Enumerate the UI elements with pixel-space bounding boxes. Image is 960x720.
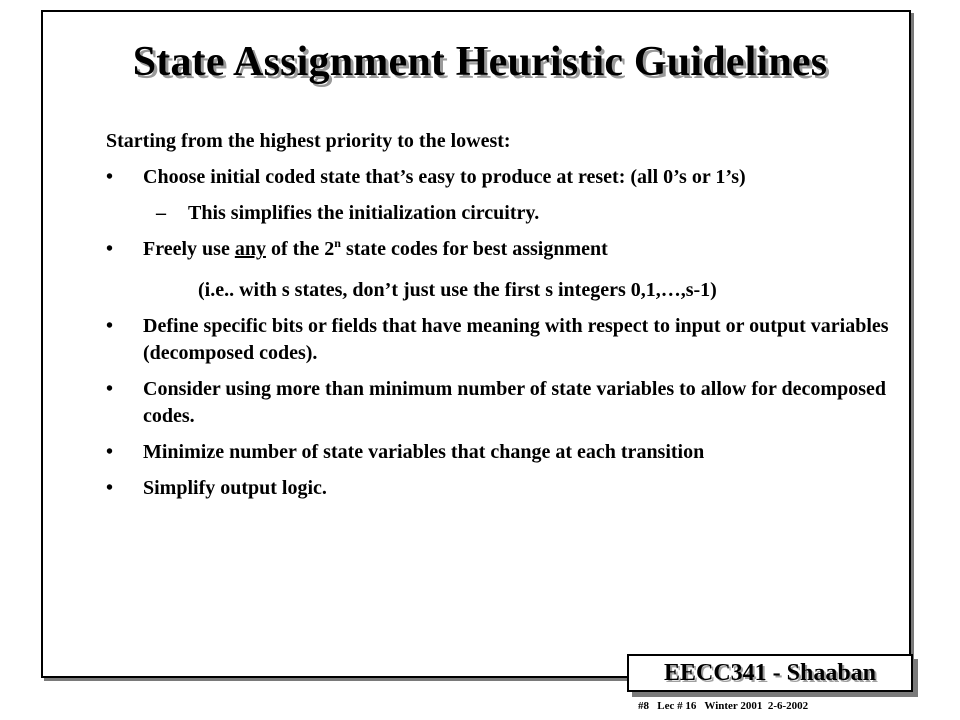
sub-bullet-dash: – [156, 202, 166, 224]
intro-text: Starting from the highest priority to the lowest: [106, 130, 511, 152]
bullet-define-bits [106, 313, 906, 367]
sub-bullet-initialization [106, 200, 906, 227]
slide-title: State Assignment Heuristic Guidelines [132, 39, 828, 85]
bullet-dot: • [106, 378, 114, 400]
bullet-dot: • [106, 441, 114, 463]
superscript-n: n [334, 236, 341, 250]
slide-footer: #8 Lec # 16 Winter 2001 2-6-2002 [638, 700, 809, 712]
bullet-text: Choose initial coded state that’s easy to produce at reset: (all 0’s or 1’s) [143, 166, 746, 188]
slide-content [106, 128, 906, 511]
bullet-dot: • [106, 166, 114, 188]
course-badge: EECC341 - Shaaban [627, 654, 913, 692]
bullet-text: Define specific bits or fields that have meaning with respect to input or output variables (decomposed codes). [143, 315, 889, 364]
bullet-simplify-output [106, 475, 906, 502]
bullet-text-mid: of the 2 [265, 238, 335, 260]
bullet-text: Consider using more than minimum number of state variables to allow for decomposed codes. [143, 378, 886, 427]
bullet-initial-state [106, 164, 906, 191]
bullet-text: Minimize number of state variables that change at each transition [143, 441, 705, 463]
bullet-text-pre: Freely use [143, 238, 235, 260]
underlined-any: any [234, 238, 266, 260]
bullet-dot: • [106, 238, 114, 260]
bullet-dot: • [106, 477, 114, 499]
bullet-dot: • [106, 315, 114, 337]
bullet-more-variables [106, 376, 906, 430]
bullet-freely-use [106, 236, 906, 263]
bullet-text-post: state codes for best assignment [340, 238, 608, 260]
sub-bullet-text: This simplifies the initialization circuitry. [188, 202, 540, 224]
bullet-text: Simplify output logic. [143, 477, 327, 499]
bullet-minimize-changes [106, 439, 906, 466]
indented-note: (i.e.. with s states, don’t just use the first s integers 0,1,…,s-1) [198, 279, 717, 301]
